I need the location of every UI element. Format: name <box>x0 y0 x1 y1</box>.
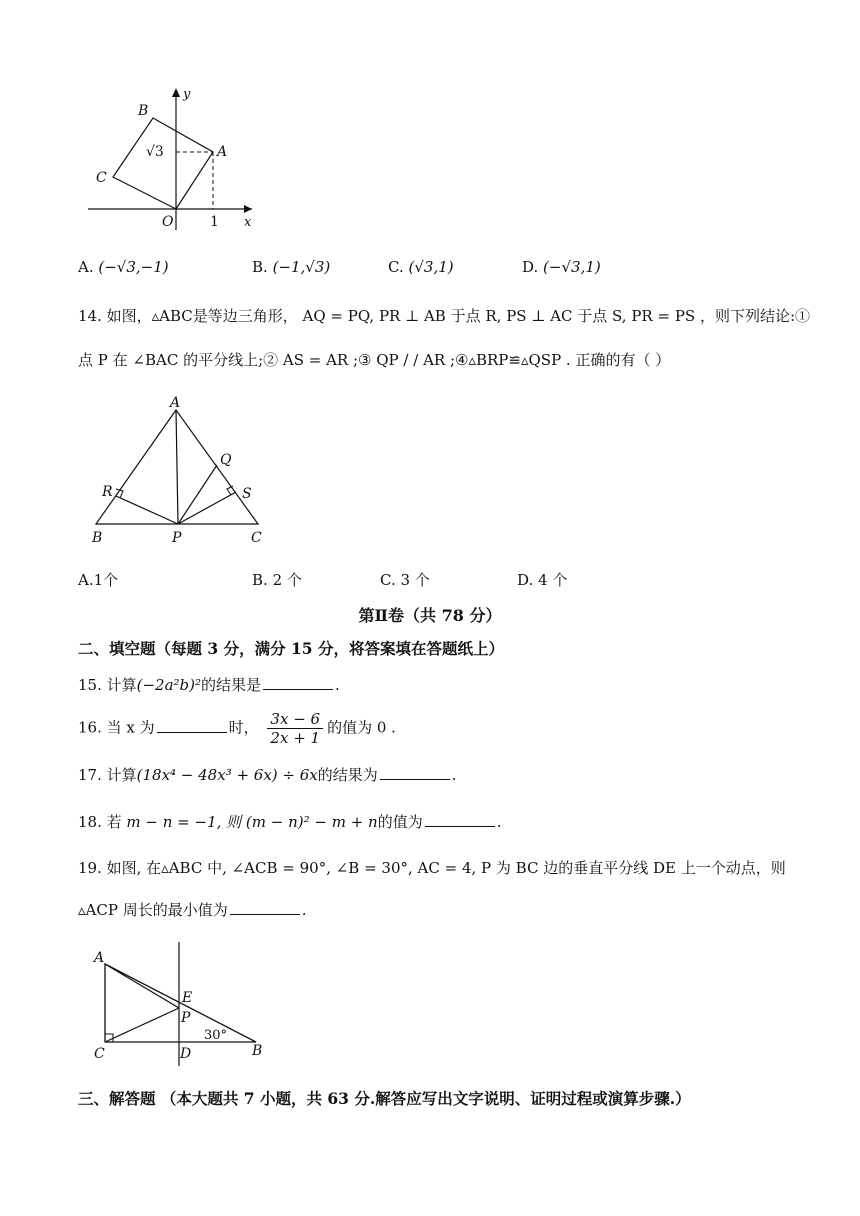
label-y: y <box>183 87 191 102</box>
q14-triangle-figure <box>88 394 278 546</box>
q15-answer-blank[interactable] <box>263 688 333 690</box>
label-Q: Q <box>220 452 232 468</box>
label-1: 1 <box>210 214 219 230</box>
label-R: R <box>102 484 113 500</box>
q16-fraction: $\frac{3x - 6}{2x + 1}$ <box>267 710 323 747</box>
q19-answer-blank[interactable] <box>230 913 300 915</box>
q19-triangle-figure <box>84 940 274 1068</box>
label-C: C <box>251 530 262 546</box>
label-S: S <box>242 486 252 502</box>
q18-answer-blank[interactable] <box>425 825 495 827</box>
q13-option-a: A. (−√3,−1) <box>78 258 169 276</box>
label-A: A <box>217 144 228 160</box>
q14-option-d: D. 4 个 <box>517 571 568 589</box>
q18: 18. 若 m − n = −1, 则 (m − n)² − m + n的值为 . <box>78 813 502 831</box>
label-P: P <box>172 530 182 546</box>
label-B: B <box>92 530 103 546</box>
q19-line-2: ▵ACP 周长的最小值为 . <box>78 901 307 919</box>
q19-line-1: 19. 如图, 在▵ABC 中, ∠ACB = 90°, ∠B = 30°, AC = 4, P 为 BC 边的垂直平分线 DE 上一个动点，则 <box>78 859 786 877</box>
q13-option-d: D. (−√3,1) <box>522 258 601 276</box>
label-E: E <box>182 990 193 1006</box>
label-O: O <box>162 214 174 230</box>
label-A: A <box>94 950 105 966</box>
label-x: x <box>244 215 252 230</box>
q13-option-b: B. (−1,√3) <box>252 258 331 276</box>
q16: 16. 当 x 为 时， $\frac{3x - 6}{2x + 1}$ 的值为 0 . <box>78 710 396 747</box>
label-C: C <box>96 170 107 186</box>
label-D: D <box>180 1046 192 1062</box>
label-B: B <box>252 1043 263 1059</box>
section-2-title: 第Ⅱ卷（共 78 分） <box>358 606 502 625</box>
answer-heading: 三、解答题 （本大题共 7 小题，共 63 分.解答应写出文字说明、证明过程或演算步骤.） <box>78 1089 691 1108</box>
q13-coordinate-figure <box>80 80 280 240</box>
label-P: P <box>181 1010 191 1026</box>
fill-in-heading: 二、填空题（每题 3 分，满分 15 分，将答案填在答题纸上） <box>78 639 504 658</box>
q15: 15. 计算(−2a²b)²的结果是 . <box>78 676 340 694</box>
q14-option-b: B. 2 个 <box>252 571 302 589</box>
q17-answer-blank[interactable] <box>380 778 450 780</box>
label-A: A <box>170 395 181 411</box>
label-C: C <box>94 1046 105 1062</box>
q14-option-a: A.1个 <box>78 571 119 589</box>
q14-option-c: C. 3 个 <box>380 571 430 589</box>
label-angle-30: 30° <box>204 1028 228 1043</box>
q16-answer-blank[interactable] <box>157 731 227 733</box>
label-sqrt3: √3 <box>146 144 164 160</box>
label-B: B <box>138 103 149 119</box>
q14-line-1: 14. 如图，▵ABC是等边三角形， AQ = PQ, PR ⊥ AB 于点 R, PS ⊥ AC 于点 S, PR = PS ，则下列结论:① <box>78 307 811 325</box>
q14-line-2: 点 P 在 ∠BAC 的平分线上;② AS = AR ;③ QP / / AR ;④▵BRP≌▵QSP . 正确的有（ ） <box>78 351 671 369</box>
q17: 17. 计算(18x⁴ − 48x³ + 6x) ÷ 6x的结果为 . <box>78 766 457 784</box>
q13-option-c: C. (√3,1) <box>388 258 454 276</box>
